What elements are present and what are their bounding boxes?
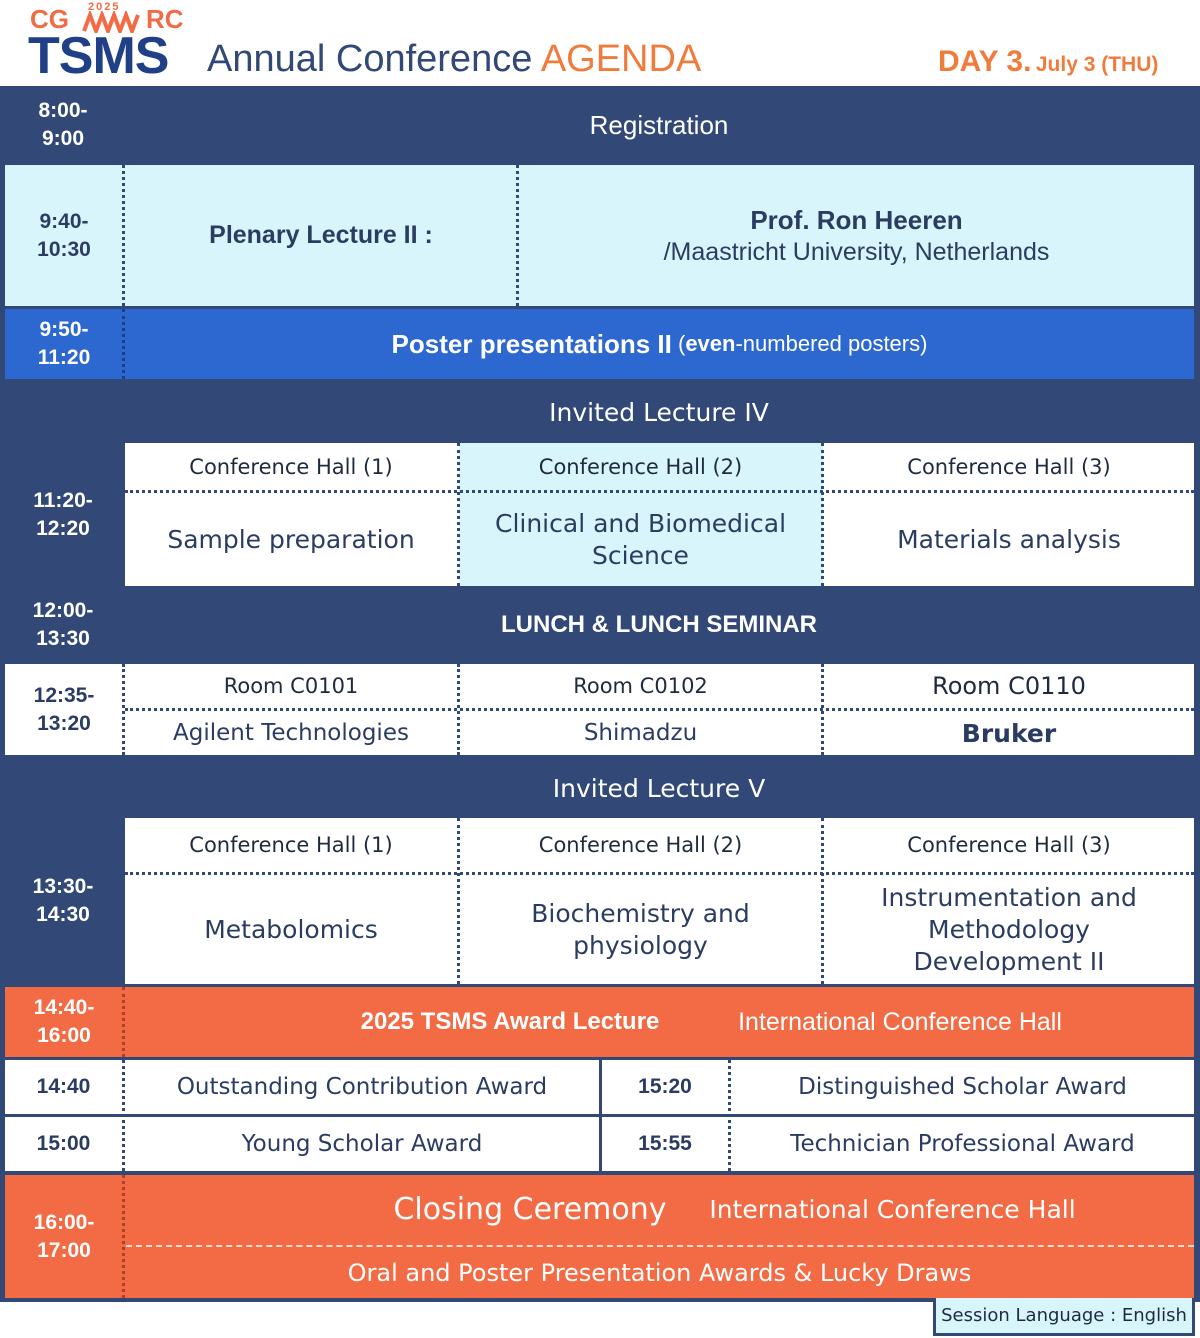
invited4-room-1: Conference Hall (1) (189, 454, 393, 479)
invited5-topic-2: Biochemistry and physiology (531, 898, 750, 960)
lunch-room-2: Room C0102 (573, 674, 708, 698)
award-time-1: 14:40 (36, 1075, 91, 1098)
lunch-title: LUNCH & LUNCH SEMINAR (501, 611, 817, 638)
award-name-4: Technician Professional Award (790, 1131, 1135, 1157)
session-language-badge: Session Language : English (933, 1298, 1195, 1336)
poster-title-block (125, 309, 1194, 379)
invited5-topic-3: Instrumentation and Methodology Development II (881, 882, 1137, 976)
invited4-room-2: Conference Hall (2) (538, 454, 743, 479)
lunch-sponsor-1: Agilent Technologies (173, 720, 409, 746)
lunch-time: 12:00- 13:30 (32, 599, 94, 650)
poster-title: Poster presentations II (391, 328, 672, 359)
invited5-time: 13:30- 14:30 (32, 875, 94, 926)
invited5-room-1: Conference Hall (1) (189, 833, 393, 857)
award-name-2: Distinguished Scholar Award (798, 1074, 1127, 1100)
invited4-topic-3: Materials analysis (897, 525, 1121, 554)
lunch-seminar-time: 12:35- 13:20 (33, 683, 95, 735)
award-time: 14:40- 16:00 (33, 996, 95, 1047)
invited4-topic-2: Clinical and Biomedical Science (494, 508, 787, 570)
registration-title: Registration (589, 109, 729, 140)
closing-venue: International Conference Hall (709, 1195, 1076, 1224)
logo-cg: CG (30, 4, 69, 34)
registration-time: 8:00- 9:00 (38, 99, 88, 150)
award-time-3: 15:00 (36, 1132, 91, 1155)
award-time-4: 15:55 (638, 1132, 692, 1155)
lunch-room-1: Room C0101 (223, 674, 359, 698)
invited4-room-3: Conference Hall (3) (907, 454, 1111, 479)
poster-time: 9:50- 11:20 (37, 318, 91, 369)
logo-rc: RC (146, 4, 184, 34)
poster-note-bold: even (685, 331, 736, 356)
invited5-room-2: Conference Hall (2) (538, 833, 743, 857)
invited5-title: Invited Lecture V (552, 773, 766, 803)
award-name-1: Outstanding Contribution Award (176, 1074, 548, 1100)
closing-title: Closing Ceremony (393, 1192, 667, 1227)
logo (28, 1, 195, 85)
day-label: DAY 3. (938, 45, 1032, 78)
award-venue: International Conference Hall (738, 1007, 1062, 1036)
lunch-room-3: Room C0110 (932, 672, 1086, 700)
award-name-3: Young Scholar Award (241, 1131, 483, 1157)
invited4-time: 11:20- 12:20 (33, 488, 93, 540)
logo-year: 2025 (88, 1, 121, 13)
invited4-title: Invited Lecture IV (549, 397, 769, 427)
poster-note-open: ( (677, 331, 686, 356)
closing-time: 16:00- 17:00 (33, 1210, 95, 1262)
page-title (207, 36, 701, 82)
logo-tsms: TSMS (28, 27, 169, 85)
invited5-room-3: Conference Hall (3) (907, 833, 1111, 857)
plenary-speaker-block (519, 165, 1194, 306)
poster-note-rest: -numbered posters) (735, 331, 928, 356)
lunch-sponsor-2: Shimadzu (583, 720, 698, 746)
plenary-time: 9:40- 10:30 (37, 209, 91, 261)
plenary-title: Plenary Lecture II : (209, 221, 433, 249)
award-title: 2025 TSMS Award Lecture (360, 1008, 660, 1035)
day-date (938, 44, 1158, 80)
invited4-topic-1: Sample preparation (167, 525, 415, 554)
title-main: Annual Conference (207, 38, 533, 80)
closing-subtitle: Oral and Poster Presentation Awards & Lucky Draws (347, 1258, 972, 1287)
lunch-sponsor-3: Bruker (961, 718, 1057, 748)
award-time-2: 15:20 (638, 1075, 692, 1098)
plenary-affiliation: /Maastricht University, Netherlands (663, 237, 1050, 266)
date-label: July 3 (THU) (1035, 53, 1159, 76)
divider (122, 987, 125, 1057)
plenary-speaker: Prof. Ron Heeren (750, 204, 963, 235)
title-accent: AGENDA (540, 38, 702, 80)
invited5-topic-1: Metabolomics (204, 915, 378, 944)
